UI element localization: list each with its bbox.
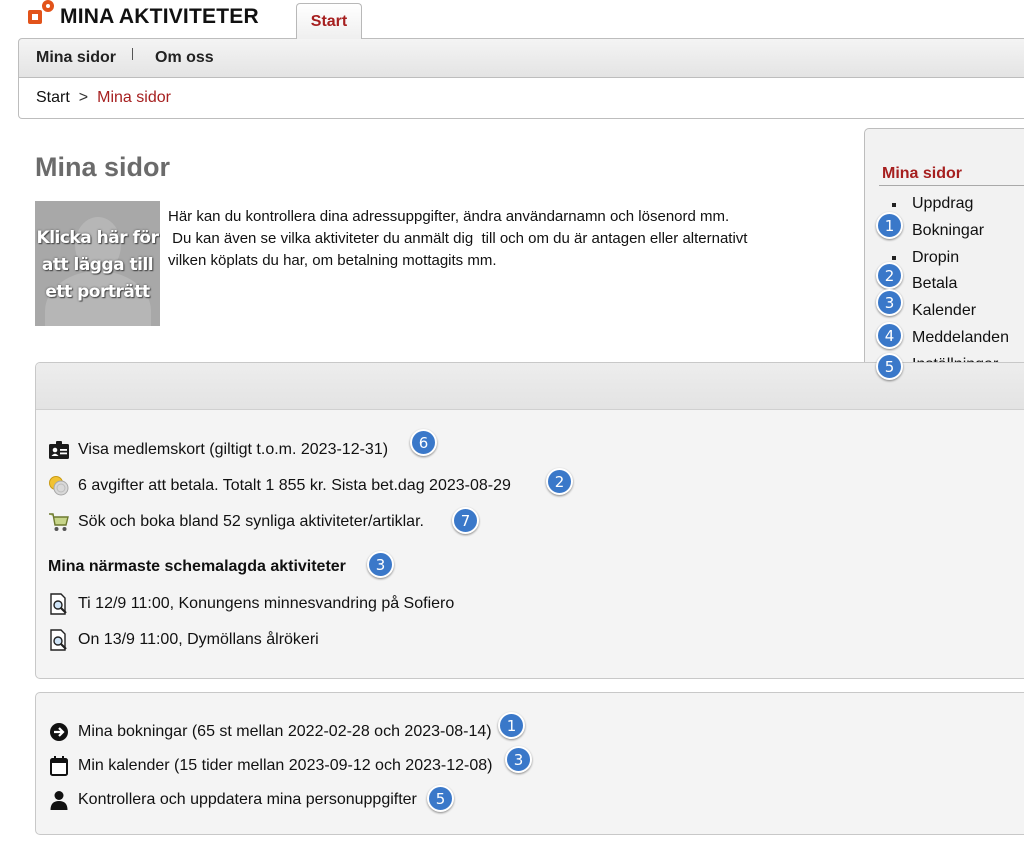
callout-badge: 6 <box>410 429 437 456</box>
portrait-placeholder[interactable] <box>35 201 160 326</box>
activity-item[interactable]: Ti 12/9 11:00, Konungens minnesvandring på Sofiero <box>48 593 454 615</box>
callout-badge: 2 <box>546 468 573 495</box>
personal-info-link[interactable]: Kontrollera och uppdatera mina personuppgifter <box>48 789 417 811</box>
callout-badge: 3 <box>876 289 903 316</box>
breadcrumb-separator: > <box>78 89 89 106</box>
nav-separator <box>132 48 133 60</box>
schedule-heading: Mina närmaste schemalagda aktiviteter <box>48 558 346 575</box>
sidebar-item-bokningar[interactable]: Bokningar <box>912 222 985 239</box>
app-logo[interactable] <box>22 0 259 34</box>
page-title: Mina sidor <box>35 152 171 182</box>
callout-badge: 1 <box>876 212 903 239</box>
person-icon <box>48 789 70 811</box>
nav-item-om-oss[interactable]: Om oss <box>155 49 214 66</box>
my-bookings-link[interactable]: Mina bokningar (65 st mellan 2022-02-28 och 2023-08-14) <box>48 721 492 743</box>
breadcrumb-current[interactable]: Mina sidor <box>97 89 171 106</box>
callout-badge: 4 <box>876 322 903 349</box>
main-nav <box>18 38 1024 78</box>
callout-badge: 5 <box>427 785 454 812</box>
fees-link[interactable]: 6 avgifter att betala. Totalt 1 855 kr. Sista bet.dag 2023-08-29 <box>48 475 511 497</box>
breadcrumb <box>18 78 1024 119</box>
breadcrumb-root[interactable]: Start <box>36 89 70 106</box>
sidebar-title: Mina sidor <box>882 165 963 182</box>
nav-item-mina-sidor[interactable]: Mina sidor <box>36 49 117 66</box>
coins-icon <box>48 475 70 497</box>
activity-item[interactable]: On 13/9 11:00, Dymöllans ålrökeri <box>48 629 319 651</box>
callout-badge: 3 <box>367 551 394 578</box>
bullet-icon <box>892 256 896 260</box>
app-title: MINA AKTIVITETER <box>60 5 259 28</box>
callout-badge: 5 <box>876 353 903 380</box>
bullet-icon <box>892 203 896 207</box>
sidebar-divider <box>879 185 1024 186</box>
cart-icon <box>48 511 70 533</box>
sidebar-item-meddelanden[interactable]: Meddelanden <box>912 329 1009 346</box>
id-card-icon <box>48 439 70 461</box>
my-calendar-link[interactable]: Min kalender (15 tider mellan 2023-09-12 och 2023-12-08) <box>48 755 492 777</box>
document-search-icon <box>48 629 70 651</box>
membership-card-link[interactable]: Visa medlemskort (giltigt t.o.m. 2023-12-31) <box>48 439 388 461</box>
callout-badge: 2 <box>876 262 903 289</box>
sidebar-item-betala[interactable]: Betala <box>912 275 958 292</box>
callout-badge: 3 <box>505 746 532 773</box>
calendar-icon <box>48 755 70 777</box>
callout-badge: 7 <box>452 507 479 534</box>
arrow-circle-right-icon <box>48 721 70 743</box>
shop-link[interactable]: Sök och boka bland 52 synliga aktiviteter/artiklar. <box>48 511 424 533</box>
sidebar-item-kalender[interactable]: Kalender <box>912 302 977 319</box>
callout-badge: 1 <box>498 712 525 739</box>
sidebar-item-uppdrag[interactable]: Uppdrag <box>912 195 974 212</box>
logo-icon <box>22 0 60 34</box>
portrait-add-label: Klicka här för att lägga till ett porträtt <box>36 228 159 302</box>
document-search-icon <box>48 593 70 615</box>
sidebar-item-dropin[interactable]: Dropin <box>912 249 960 266</box>
tab-start[interactable]: Start <box>296 3 362 39</box>
intro-text: Här kan du kontrollera dina adressuppgifter, ändra användarnamn och lösenord mm. Du kan även se vilka aktiviteter du anmält dig till och om du är antagen eller alternativt vilken köplats du har, om betalning mottagits mm. <box>168 208 748 269</box>
